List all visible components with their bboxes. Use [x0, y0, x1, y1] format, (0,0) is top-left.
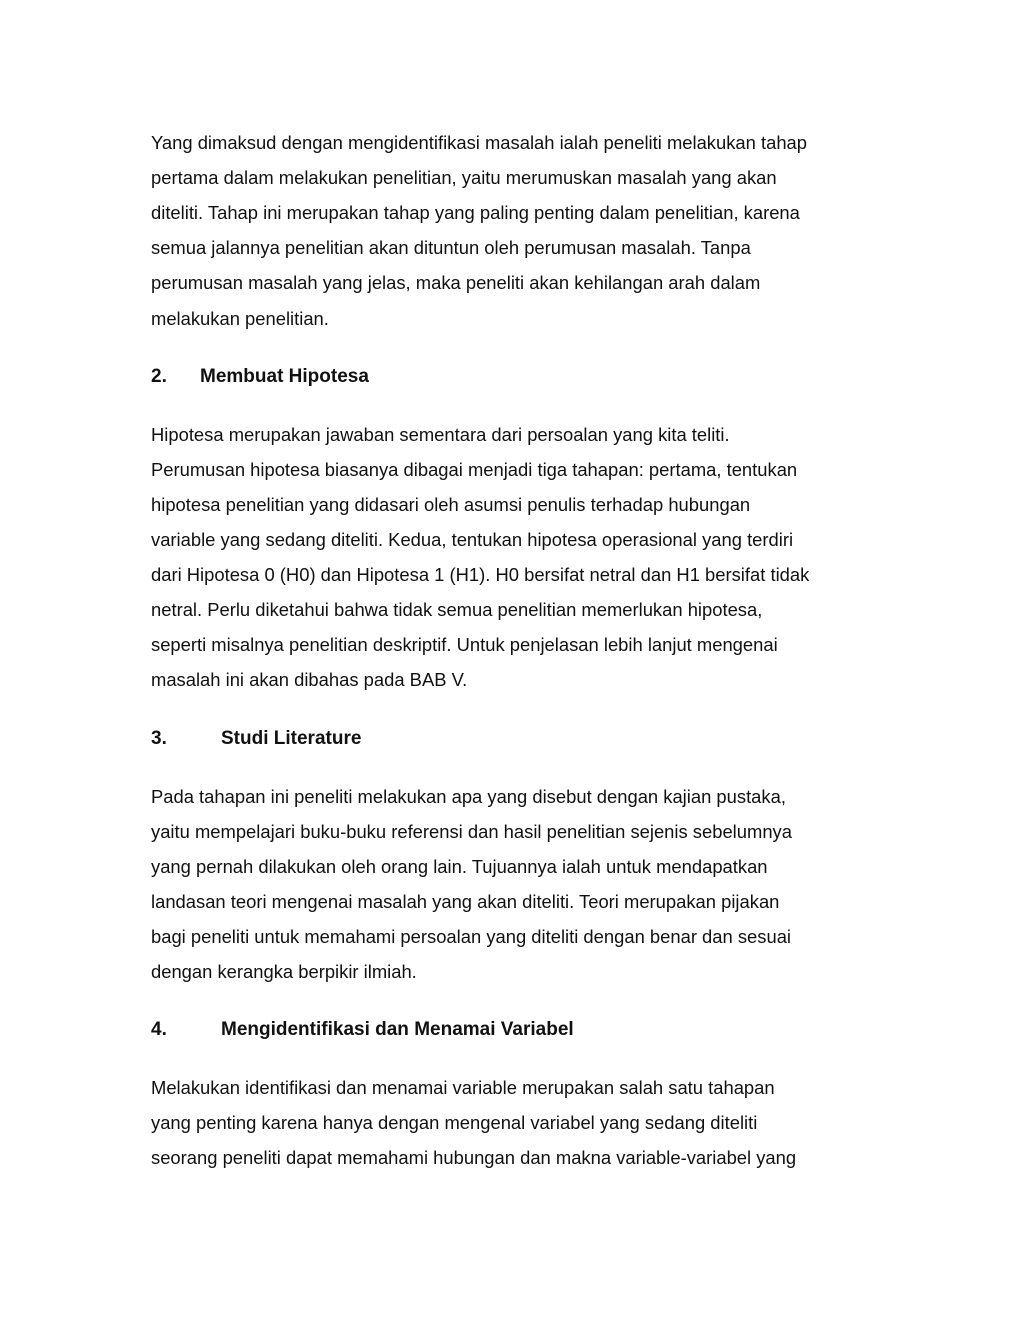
- paragraph-line: yaitu mempelajari buku-buku referensi dan hasil penelitian sejenis sebelumnya: [151, 821, 792, 842]
- paragraph-line: Pada tahapan ini peneliti melakukan apa yang disebut dengan kajian pustaka,: [151, 786, 786, 807]
- section-title: Studi Literature: [221, 728, 362, 749]
- paragraph-line: yang penting karena hanya dengan mengenal variabel yang sedang diteliti: [151, 1112, 758, 1133]
- paragraph-line: variable yang sedang diteliti. Kedua, tentukan hipotesa operasional yang terdiri: [151, 529, 794, 550]
- section-title: Membuat Hipotesa: [200, 366, 369, 387]
- paragraph-line: hipotesa penelitian yang didasari oleh asumsi penulis terhadap hubungan: [151, 494, 751, 515]
- section-number: 3.: [151, 728, 167, 749]
- paragraph-line: Yang dimaksud dengan mengidentifikasi masalah ialah peneliti melakukan tahap: [151, 132, 808, 153]
- paragraph-line: dari Hipotesa 0 (H0) dan Hipotesa 1 (H1). H0 bersifat netral dan H1 bersifat tidak: [151, 564, 810, 585]
- paragraph-line: bagi peneliti untuk memahami persoalan yang diteliti dengan benar dan sesuai: [151, 926, 792, 947]
- paragraph-line: netral. Perlu diketahui bahwa tidak semua penelitian memerlukan hipotesa,: [151, 599, 763, 620]
- section-title: Mengidentifikasi dan Menamai Variabel: [221, 1019, 574, 1040]
- paragraph-line: Hipotesa merupakan jawaban sementara dari persoalan yang kita teliti.: [151, 424, 730, 445]
- paragraph-line: masalah ini akan dibahas pada BAB V.: [151, 669, 468, 690]
- paragraph-line: dengan kerangka berpikir ilmiah.: [151, 961, 417, 982]
- paragraph-line: yang pernah dilakukan oleh orang lain. Tujuannya ialah untuk mendapatkan: [151, 856, 768, 877]
- paragraph-line: Perumusan hipotesa biasanya dibagai menjadi tiga tahapan: pertama, tentukan: [151, 459, 798, 480]
- paragraph-line: landasan teori mengenai masalah yang akan diteliti. Teori merupakan pijakan: [151, 891, 780, 912]
- paragraph-line: pertama dalam melakukan penelitian, yaitu merumuskan masalah yang akan: [151, 167, 777, 188]
- section-number: 2.: [151, 366, 167, 387]
- paragraph-line: semua jalannya penelitian akan dituntun oleh perumusan masalah. Tanpa: [151, 237, 751, 258]
- paragraph-line: seperti misalnya penelitian deskriptif. Untuk penjelasan lebih lanjut mengenai: [151, 634, 778, 655]
- paragraph-line: diteliti. Tahap ini merupakan tahap yang paling penting dalam penelitian, karena: [151, 202, 800, 223]
- paragraph-line: Melakukan identifikasi dan menamai variable merupakan salah satu tahapan: [151, 1077, 775, 1098]
- paragraph-line: seorang peneliti dapat memahami hubungan dan makna variable-variabel yang: [151, 1147, 797, 1168]
- section-number: 4.: [151, 1019, 167, 1040]
- paragraph-line: melakukan penelitian.: [151, 308, 329, 329]
- paragraph-line: perumusan masalah yang jelas, maka peneliti akan kehilangan arah dalam: [151, 272, 761, 293]
